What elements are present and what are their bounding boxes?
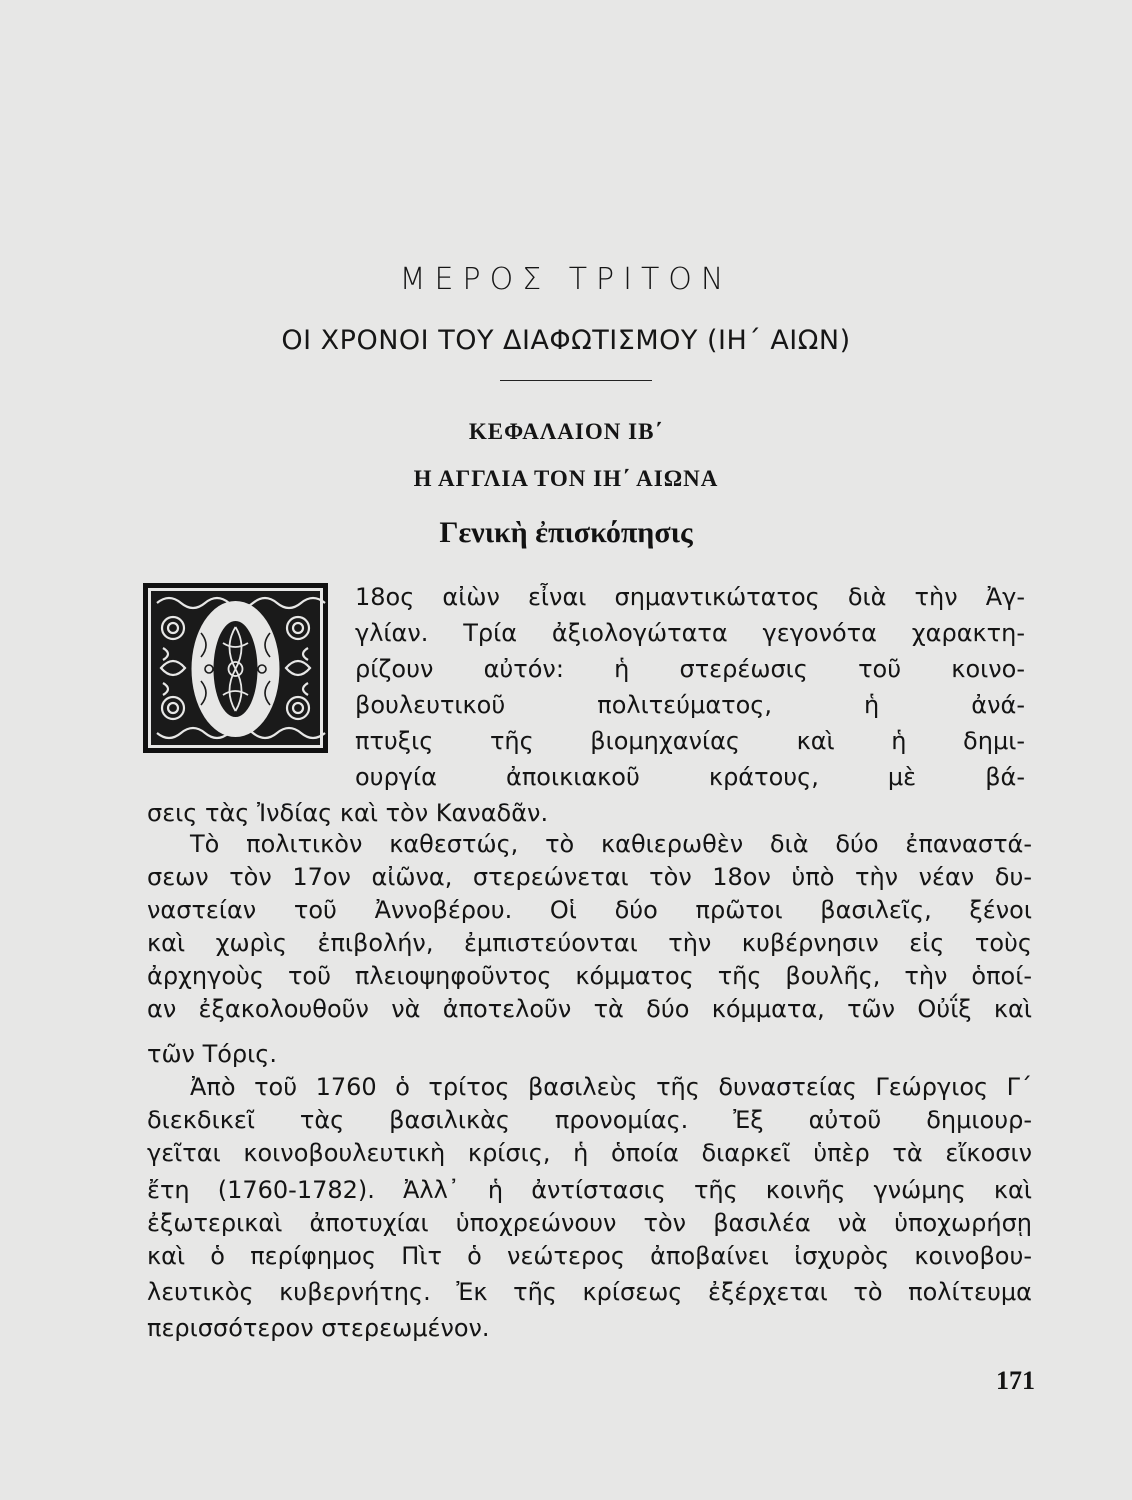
text-line: βουλευτικοῦ πολιτεύματος, ἡ ἀνά- [355, 691, 1025, 719]
part-title: ΜΕΡΟΣ ΤΡΙΤΟΝ [399, 262, 733, 297]
period-title: ΟΙ ΧΡΟΝΟΙ ΤΟΥ ΔΙΑΦΩΤΙΣΜΟΥ (ΙΗ΄ ΑΙΩΝ) [281, 325, 851, 356]
text-line: 18ος αἰὼν εἶναι σημαντικώτατος διὰ τὴν Ἀγ- [355, 583, 1025, 611]
text-line: καὶ χωρὶς ἐπιβολήν, ἐμπιστεύονται τὴν κυβέρνησιν εἰς τοὺς [147, 929, 1032, 957]
text-line: σεων τὸν 17ον αἰῶνα, στερεώνεται τὸν 18ον ὑπὸ τὴν νέαν δυ- [147, 863, 1032, 891]
title-divider [500, 380, 652, 381]
text-line: σεις τὰς Ἰνδίας καὶ τὸν Καναδᾶν. [147, 799, 549, 827]
text-line: γεῖται κοινοβουλευτικὴ κρίσις, ἡ ὁποία διαρκεῖ ὑπὲρ τὰ εἴκοσιν [147, 1139, 1032, 1167]
text-line: Τὸ πολιτικὸν καθεστώς, τὸ καθιερωθὲν διὰ δύο ἐπαναστά- [190, 830, 1032, 858]
text-line: ἀρχηγοὺς τοῦ πλειοψηφοῦντος κόμματος τῆς βουλῆς, τὴν ὁποί- [147, 962, 1032, 990]
text-line: περισσότερον στερεωμένον. [147, 1314, 490, 1342]
text-line: διεκδικεῖ τὰς βασιλικὰς προνομίας. Ἐξ αὐτοῦ δημιουρ- [147, 1106, 1032, 1134]
text-line: γλίαν. Τρία ἀξιολογώτατα γεγονότα χαρακτη- [355, 619, 1025, 647]
text-line: ἔτη (1760-1782). Ἀλλ᾽ ἡ ἀντίστασις τῆς κοινῆς γνώμης καὶ [147, 1176, 1032, 1204]
text-line: ἐξωτερικαὶ ἀποτυχίαι ὑποχρεώνουν τὸν βασιλέα νὰ ὑποχωρήσῃ [147, 1209, 1032, 1237]
text-line: αν ἐξακολουθοῦν νὰ ἀποτελοῦν τὰ δύο κόμματα, τῶν Οὐΐξ καὶ [147, 995, 1032, 1023]
text-line: καὶ ὁ περίφημος Πὶτ ὁ νεώτερος ἀποβαίνει ἰσχυρὸς κοινοβου- [147, 1242, 1032, 1270]
chapter-subject: Η ΑΓΓΛΙΑ ΤΟΝ ΙΗ΄ ΑΙΩΝΑ [413, 466, 719, 491]
drop-cap-initial [143, 583, 328, 753]
section-heading: Γενικὴ ἐπισκόπησις [439, 516, 693, 549]
text-line: ρίζουν αὐτόν: ἡ στερέωσις τοῦ κοινο- [355, 655, 1025, 683]
text-line: ναστείαν τοῦ Ἀννοβέρου. Οἱ δύο πρῶτοι βασιλεῖς, ξένοι [147, 896, 1032, 924]
page-number: 171 [996, 1366, 1035, 1395]
text-line: πτυξις τῆς βιομηχανίας καὶ ἡ δημι- [355, 727, 1025, 755]
text-line: Ἀπὸ τοῦ 1760 ὁ τρίτος βασιλεὺς τῆς δυναστείας Γεώργιος Γ΄ [190, 1073, 1032, 1101]
text-line: λευτικὸς κυβερνήτης. Ἐκ τῆς κρίσεως ἐξέρχεται τὸ πολίτευμα [147, 1278, 1032, 1306]
text-line: τῶν Τόρις. [147, 1040, 277, 1068]
chapter-heading: ΚΕΦΑΛΑΙΟΝ ΙΒ΄ [468, 419, 664, 444]
text-line: ουργία ἀποικιακοῦ κράτους, μὲ βά- [355, 763, 1025, 791]
